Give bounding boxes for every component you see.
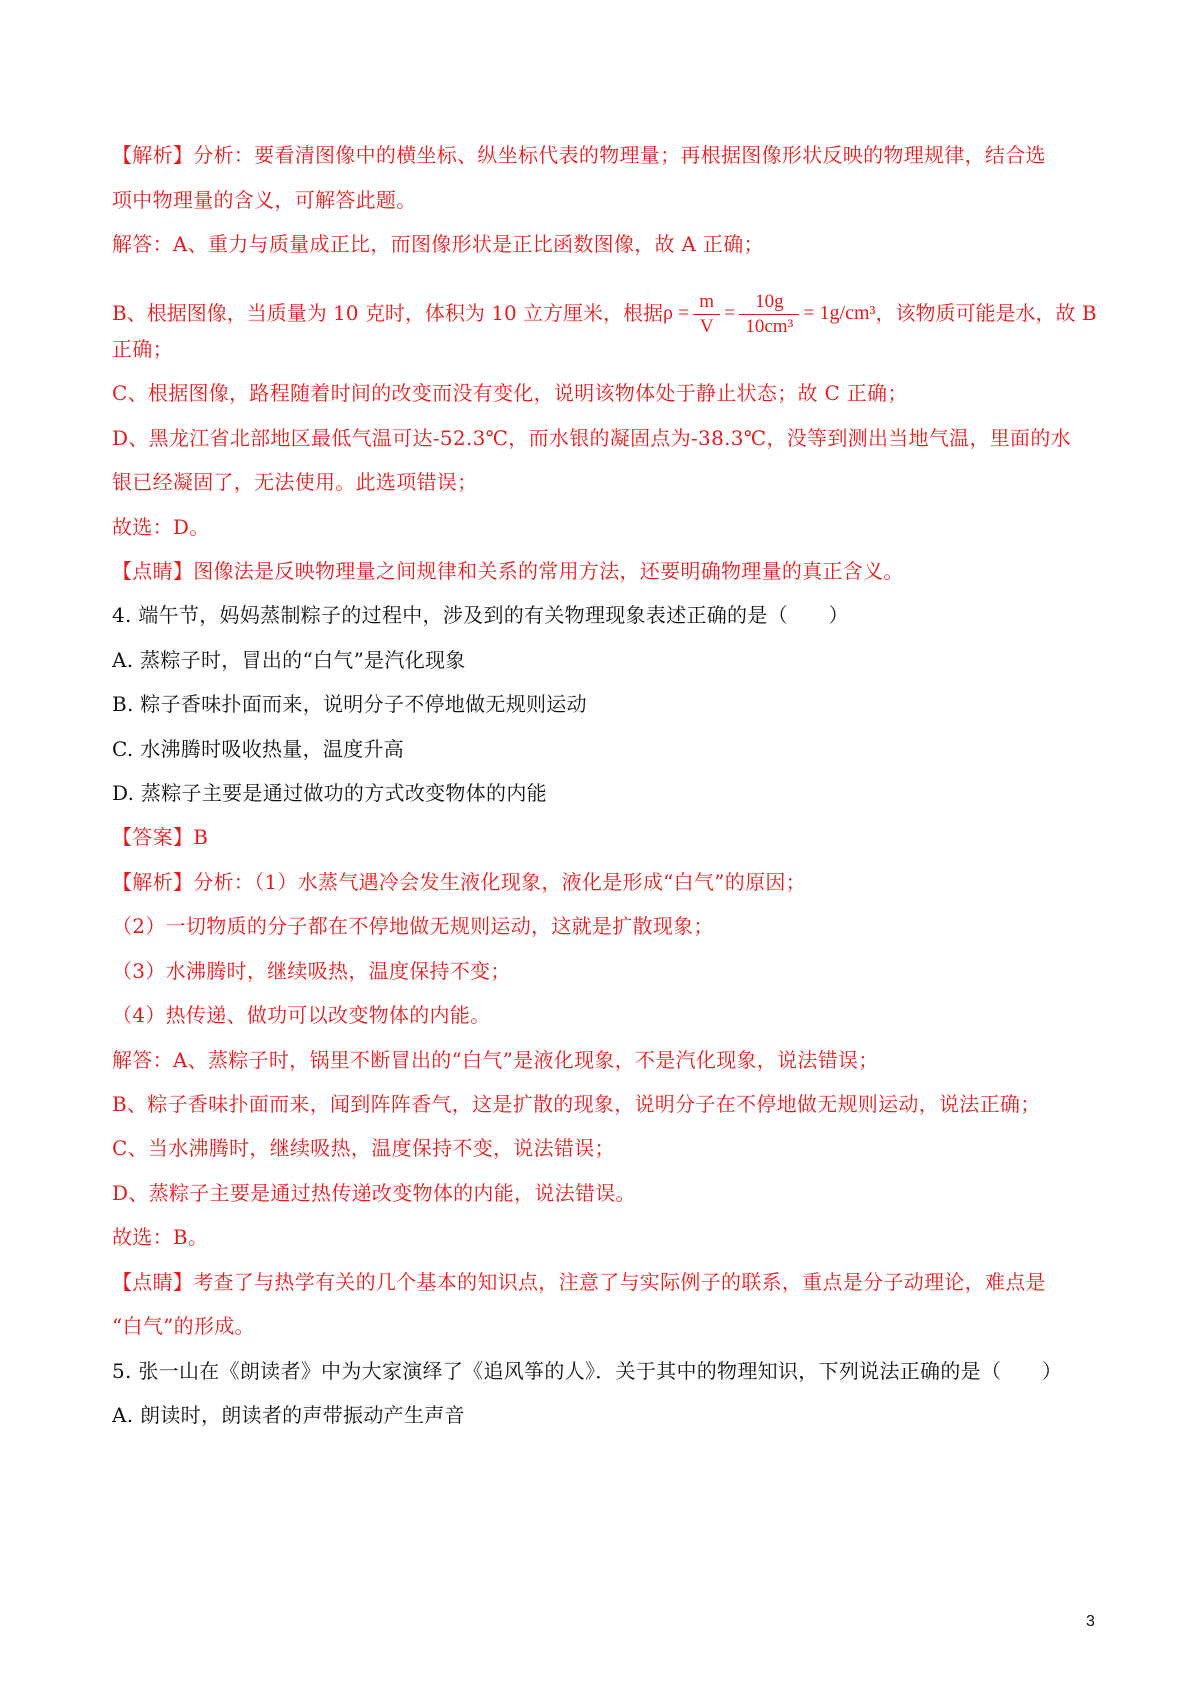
q3-analysis-line-1: 【解析】分析：要看清图像中的横坐标、纵坐标代表的物理量；再根据图像形状反映的物理规律，结合选: [112, 143, 1046, 167]
q4-analysis-line-5: 解答：A、蒸粽子时，锅里不断冒出的“白气”是液化现象，不是汽化现象，说法错误；: [112, 1048, 879, 1072]
formula-result: = 1g/cm³: [803, 302, 876, 325]
q3-answer-d: D、黑龙江省北部地区最低气温可达-52.3℃，而水银的凝固点为-38.3℃，没等到测出当地气温，里面的水: [112, 426, 1071, 450]
q3-answer-b-suffix: ，该物质可能是水，故 B: [875, 301, 1097, 325]
q4-option-d: D. 蒸粽子主要是通过做功的方式改变物体的内能: [112, 781, 547, 805]
q4-analysis-line-2: （2）一切物质的分子都在不停地做无规则运动，这就是扩散现象；: [112, 914, 714, 938]
q3-answer-d-continued: 银已经凝固了，无法使用。此选项错误；: [112, 470, 478, 494]
q4-analysis-line-4: （4）热传递、做功可以改变物体的内能。: [112, 1003, 491, 1027]
q5-question: 5. 张一山在《朗读者》中为大家演绎了《追风筝的人》．关于其中的物理知识，下列说法正确的是（ ）: [112, 1359, 1063, 1383]
q4-question: 4. 端午节，妈妈蒸制粽子的过程中，涉及到的有关物理现象表述正确的是（ ）: [112, 603, 849, 627]
q4-analysis-line-1: 【解析】分析：（1）水蒸气遇冷会发生液化现象，液化是形成“白气”的原因；: [112, 870, 806, 894]
q3-answer-b-prefix: B、根据图像，当质量为 10 克时，体积为 10 立方厘米，根据: [112, 301, 664, 325]
q3-answer-c: C、根据图像，路程随着时间的改变而没有变化，说明该物体处于静止状态；故 C 正确；: [112, 381, 908, 405]
fraction-m-over-v: [693, 290, 720, 339]
q4-answer: 【答案】B: [112, 825, 209, 849]
fraction-denominator: 10cm³: [745, 316, 794, 337]
q3-comment: 【点睛】图像法是反映物理量之间规律和关系的常用方法，还要明确物理量的真正含义。: [112, 559, 904, 583]
rho-symbol: ρ =: [663, 302, 690, 325]
q4-analysis-line-6: B、粽子香味扑面而来，闻到阵阵香气，这是扩散的现象，说明分子在不停地做无规则运动，说法正确；: [112, 1092, 1041, 1116]
fraction-10g-over-10cm3: [739, 290, 799, 339]
q4-option-a: A. 蒸粽子时，冒出的“白气”是汽化现象: [112, 648, 466, 672]
density-formula: [663, 290, 876, 339]
q3-choice: 故选：D。: [112, 515, 210, 539]
q4-comment-continued: “白气”的形成。: [112, 1314, 255, 1338]
q3-answer-a: 解答：A、重力与质量成正比，而图像形状是正比函数图像，故 A 正确；: [112, 232, 764, 256]
q3-answer-b-with-formula: [112, 290, 1097, 339]
q4-option-c: C. 水沸腾时吸收热量，温度升高: [112, 737, 405, 761]
q4-analysis-line-3: （3）水沸腾时，继续吸热，温度保持不变；: [112, 959, 511, 983]
q3-analysis-line-2: 项中物理量的含义，可解答此题。: [112, 188, 417, 212]
q4-analysis-line-8: D、蒸粽子主要是通过热传递改变物体的内能，说法错误。: [112, 1181, 636, 1205]
q4-analysis-line-7: C、当水沸腾时，继续吸热，温度保持不变，说法错误；: [112, 1136, 615, 1160]
q4-option-b: B. 粽子香味扑面而来，说明分子不停地做无规则运动: [112, 692, 587, 716]
q3-answer-b-continued: 正确；: [112, 337, 173, 361]
fraction-numerator: 10g: [739, 290, 799, 315]
q4-analysis-line-9: 故选：B。: [112, 1225, 209, 1249]
q5-option-a: A. 朗读时，朗读者的声带振动产生声音: [112, 1403, 465, 1427]
equals-sign: =: [724, 302, 736, 325]
q4-comment: 【点睛】考查了与热学有关的几个基本的知识点，注意了与实际例子的联系，重点是分子动理论，难点是: [112, 1270, 1046, 1294]
fraction-numerator: m: [693, 290, 720, 315]
fraction-denominator: V: [699, 316, 714, 337]
page-number: 3: [1086, 1613, 1095, 1630]
